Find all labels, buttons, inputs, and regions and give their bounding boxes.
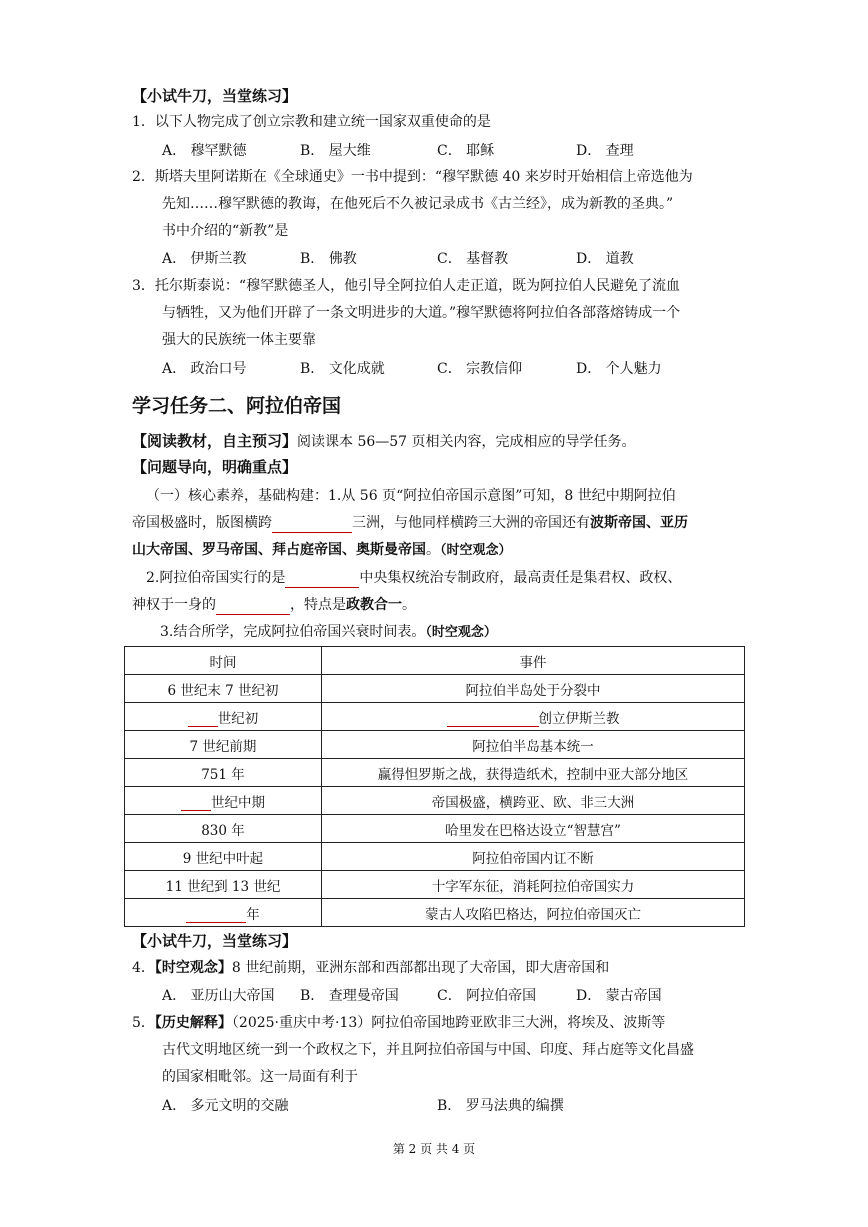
question-1-option-d: D． 查理 [576, 143, 634, 159]
table-row: 6 世纪末 7 世纪初 阿拉伯半岛处于分裂中 [125, 675, 745, 703]
answer-blank-year-fall[interactable] [186, 906, 246, 923]
question-2-option-d: D． 道教 [576, 251, 634, 267]
table-row: 世纪中期 帝国极盛，横跨亚、欧、非三大洲 [125, 787, 745, 815]
question-5-option-a: A． 多元文明的交融 [162, 1098, 289, 1114]
page-footer: 第 2 页 共 4 页 [392, 1142, 476, 1156]
practice-heading-2: 【小试牛刀，当堂练习】 [132, 932, 298, 950]
reading-instruction [132, 431, 636, 452]
table-row: 年 蒙古人攻陷巴格达，阿拉伯帝国灭亡 [125, 899, 745, 927]
answer-blank-government[interactable] [285, 571, 359, 588]
table-row: 9 世纪中叶起 阿拉伯帝国内讧不断 [125, 843, 745, 871]
reading-text: 阅读课本 56—57 页相关内容，完成相应的导学任务。 [297, 434, 636, 450]
question-2-line-3: 书中介绍的“新教”是 [162, 223, 289, 239]
paragraph-1-line-1: （一）核心素养，基础构建：1.从 56 页“阿拉伯帝国示意图”可知，8 世纪中期阿拉伯 [146, 488, 676, 504]
question-2-line-2: 先知……穆罕默德的教诲，在他死后不久被记录成书《古兰经》，成为新教的圣典。” [162, 196, 674, 212]
question-3-line-3: 强大的民族统一体主要靠 [162, 332, 316, 348]
answer-blank-ruler[interactable] [216, 598, 290, 615]
section-title: 学习任务二、阿拉伯帝国 [132, 395, 342, 417]
question-5-line-3: 的国家相毗邻。这一局面有利于 [162, 1069, 358, 1085]
question-3-option-d: D． 个人魅力 [576, 361, 662, 377]
question-3-option-a: A． 政治口号 [162, 361, 247, 377]
question-4-option-b: B． 查理曼帝国 [300, 988, 399, 1004]
answer-blank-continents[interactable] [272, 516, 352, 533]
question-4-option-d: D． 蒙古帝国 [576, 988, 662, 1004]
question-2-line-1: 2．斯塔夫里阿诺斯在《全球通史》一书中提到：“穆罕默德 40 来岁时开始相信上帝选他为 [132, 169, 693, 185]
table-row: 11 世纪到 13 世纪 十字军东征，消耗阿拉伯帝国实力 [125, 871, 745, 899]
paragraph-2-line-1: 2.阿拉伯帝国实行的是 中央集权统治专制政府，最高责任是集君权、政权、 [146, 570, 682, 586]
question-4-stem: 4．【时空观念】8 世纪前期，亚洲东部和西部都出现了大帝国，即大唐帝国和 [132, 960, 610, 976]
table-row: 7 世纪前期 阿拉伯半岛基本统一 [125, 731, 745, 759]
question-1-option-b: B． 屋大维 [300, 143, 371, 159]
answer-blank-century-founding[interactable] [188, 710, 218, 727]
timeline-table [124, 646, 745, 927]
question-3-line-2: 与牺牲，又为他们开辟了一条文明进步的大道。”穆罕默德将阿拉伯各部落熔铸成一个 [162, 305, 681, 321]
practice-heading-1: 【小试牛刀，当堂练习】 [132, 87, 298, 105]
answer-blank-century-peak[interactable] [181, 794, 211, 811]
table-header-row [125, 647, 745, 675]
question-4-option-c: C． 阿拉伯帝国 [437, 988, 537, 1004]
table-row: 751 年 赢得怛罗斯之战，获得造纸术，控制中亚大部分地区 [125, 759, 745, 787]
question-3-option-c: C． 宗教信仰 [437, 361, 523, 377]
table-row: 830 年 哈里发在巴格达设立“智慧宫” [125, 815, 745, 843]
question-1-stem: 1．以下人物完成了创立宗教和建立统一国家双重使命的是 [132, 114, 491, 130]
paragraph-1-line-3: 山大帝国、罗马帝国、拜占庭帝国、奥斯曼帝国。（时空观念） [132, 542, 512, 558]
question-4-option-a: A． 亚历山大帝国 [162, 988, 275, 1004]
question-3-option-b: B． 文化成就 [300, 361, 385, 377]
question-2-option-c: C． 基督教 [437, 251, 509, 267]
header-event: 事件 [322, 647, 745, 675]
question-3-line-1: 3．托尔斯泰说：“穆罕默德圣人，他引导全阿拉伯人走正道，既为阿拉伯人民避免了流血 [132, 278, 681, 294]
reading-label: 【阅读教材，自主预习】 [132, 432, 298, 450]
answer-blank-founder[interactable] [447, 710, 539, 727]
question-2-option-b: B． 佛教 [300, 251, 357, 267]
question-1-option-a: A． 穆罕默德 [162, 143, 247, 159]
question-2-option-a: A． 伊斯兰教 [162, 251, 247, 267]
paragraph-2-line-2: 神权于一身的 ，特点是政教合一。 [132, 597, 416, 613]
paragraph-3: 3.结合所学，完成阿拉伯帝国兴衰时间表。（时空观念） [160, 624, 497, 640]
table-row: 世纪初 创立伊斯兰教 [125, 703, 745, 731]
question-5-option-b: B． 罗马法典的编撰 [437, 1098, 564, 1114]
question-1-option-c: C． 耶稣 [437, 143, 495, 159]
focus-heading: 【问题导向，明确重点】 [132, 458, 298, 476]
paragraph-1-line-2: 帝国极盛时，版图横跨 三洲，与他同样横跨三大洲的帝国还有波斯帝国、亚历 [132, 515, 688, 531]
header-time: 时间 [125, 647, 322, 675]
question-5-line-2: 古代文明地区统一到一个政权之下，并且阿拉伯帝国与中国、印度、拜占庭等文化昌盛 [162, 1042, 694, 1058]
question-5-line-1: 5．【历史解释】（2025·重庆中考·13）阿拉伯帝国地跨亚欧非三大洲，将埃及、波斯等 [132, 1015, 666, 1031]
